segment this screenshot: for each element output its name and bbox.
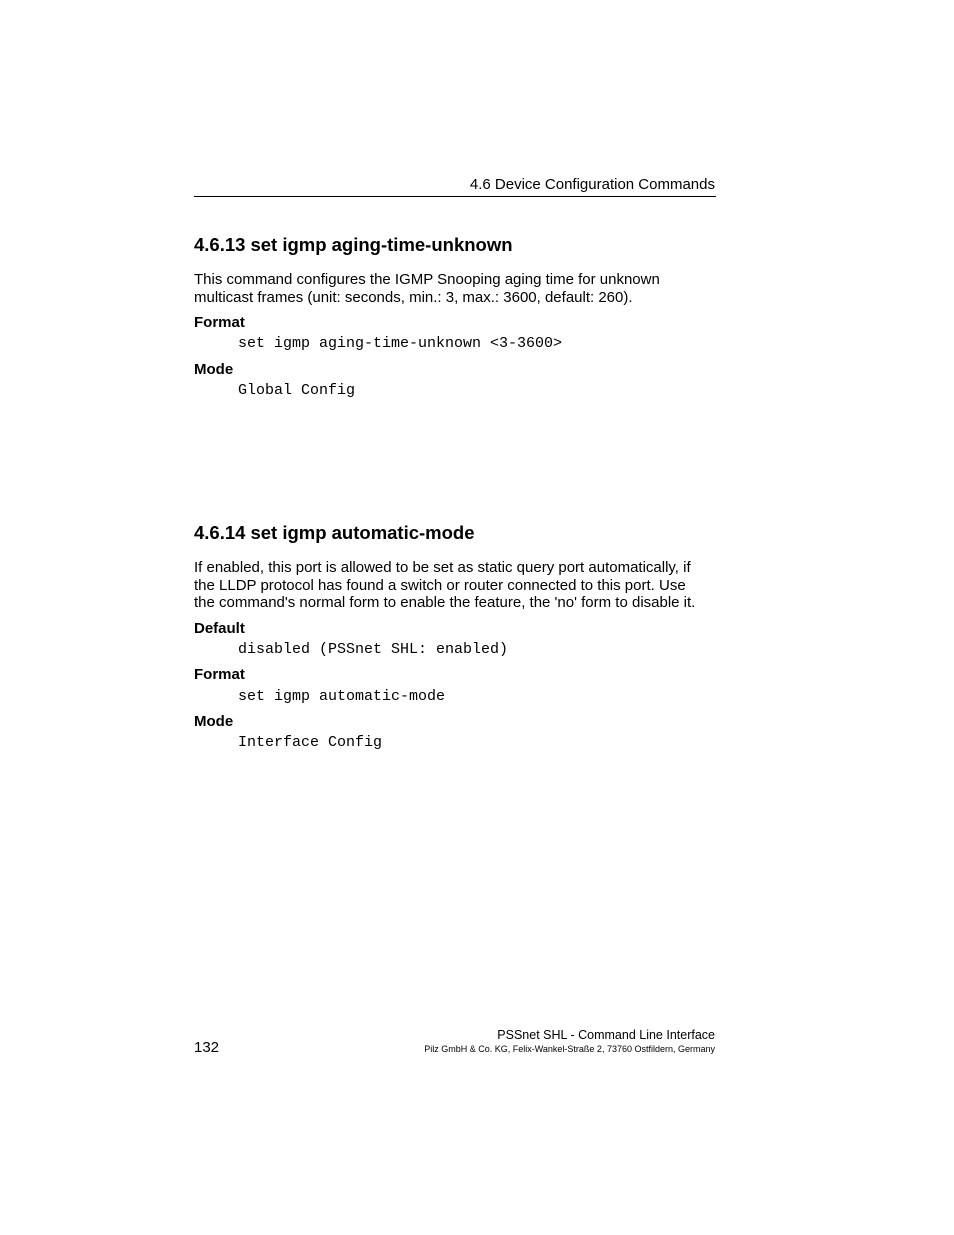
section-title: set igmp aging-time-unknown <box>250 234 513 255</box>
default-value: disabled (PSSnet SHL: enabled) <box>238 641 509 658</box>
section-title: set igmp automatic-mode <box>250 522 475 543</box>
mode-value: Global Config <box>238 382 356 399</box>
description-line: This command configures the IGMP Snooping aging time for unknown <box>194 271 660 288</box>
footer-address: Pilz GmbH & Co. KG, Felix-Wankel-Straße 2, 73760 Ostfildern, Germany <box>424 1044 715 1054</box>
footer-doc-title: PSSnet SHL - Command Line Interface <box>497 1028 715 1042</box>
section-heading-4-6-14 <box>194 522 475 544</box>
description-line: multicast frames (unit: seconds, min.: 3, max.: 3600, default: 260). <box>194 288 633 306</box>
format-label: Format <box>194 314 245 331</box>
mode-label: Mode <box>194 713 234 730</box>
section-number: 4.6.13 <box>194 234 246 255</box>
section-description <box>194 271 734 306</box>
section-description <box>194 559 734 612</box>
format-syntax: set igmp aging-time-unknown <3-3600> <box>238 335 563 352</box>
format-syntax: set igmp automatic-mode <box>238 688 446 705</box>
description-line: If enabled, this port is allowed to be set as static query port automatically, if <box>194 559 691 576</box>
running-header <box>470 176 715 194</box>
header-divider <box>194 196 716 197</box>
mode-label: Mode <box>194 361 234 378</box>
description-line: the command's normal form to enable the feature, the 'no' form to disable it. <box>194 594 696 611</box>
description-line: the LLDP protocol has found a switch or router connected to this port. Use <box>194 576 686 594</box>
section-number: 4.6.14 <box>194 522 246 543</box>
default-label: Default <box>194 620 245 637</box>
page-number: 132 <box>194 1039 220 1056</box>
header-section-number: 4.6 <box>469 176 491 193</box>
section-heading-4-6-13 <box>194 234 513 256</box>
mode-value: Interface Config <box>238 734 383 751</box>
header-section-title: Device Configuration Commands <box>494 176 715 193</box>
format-label: Format <box>194 666 245 683</box>
